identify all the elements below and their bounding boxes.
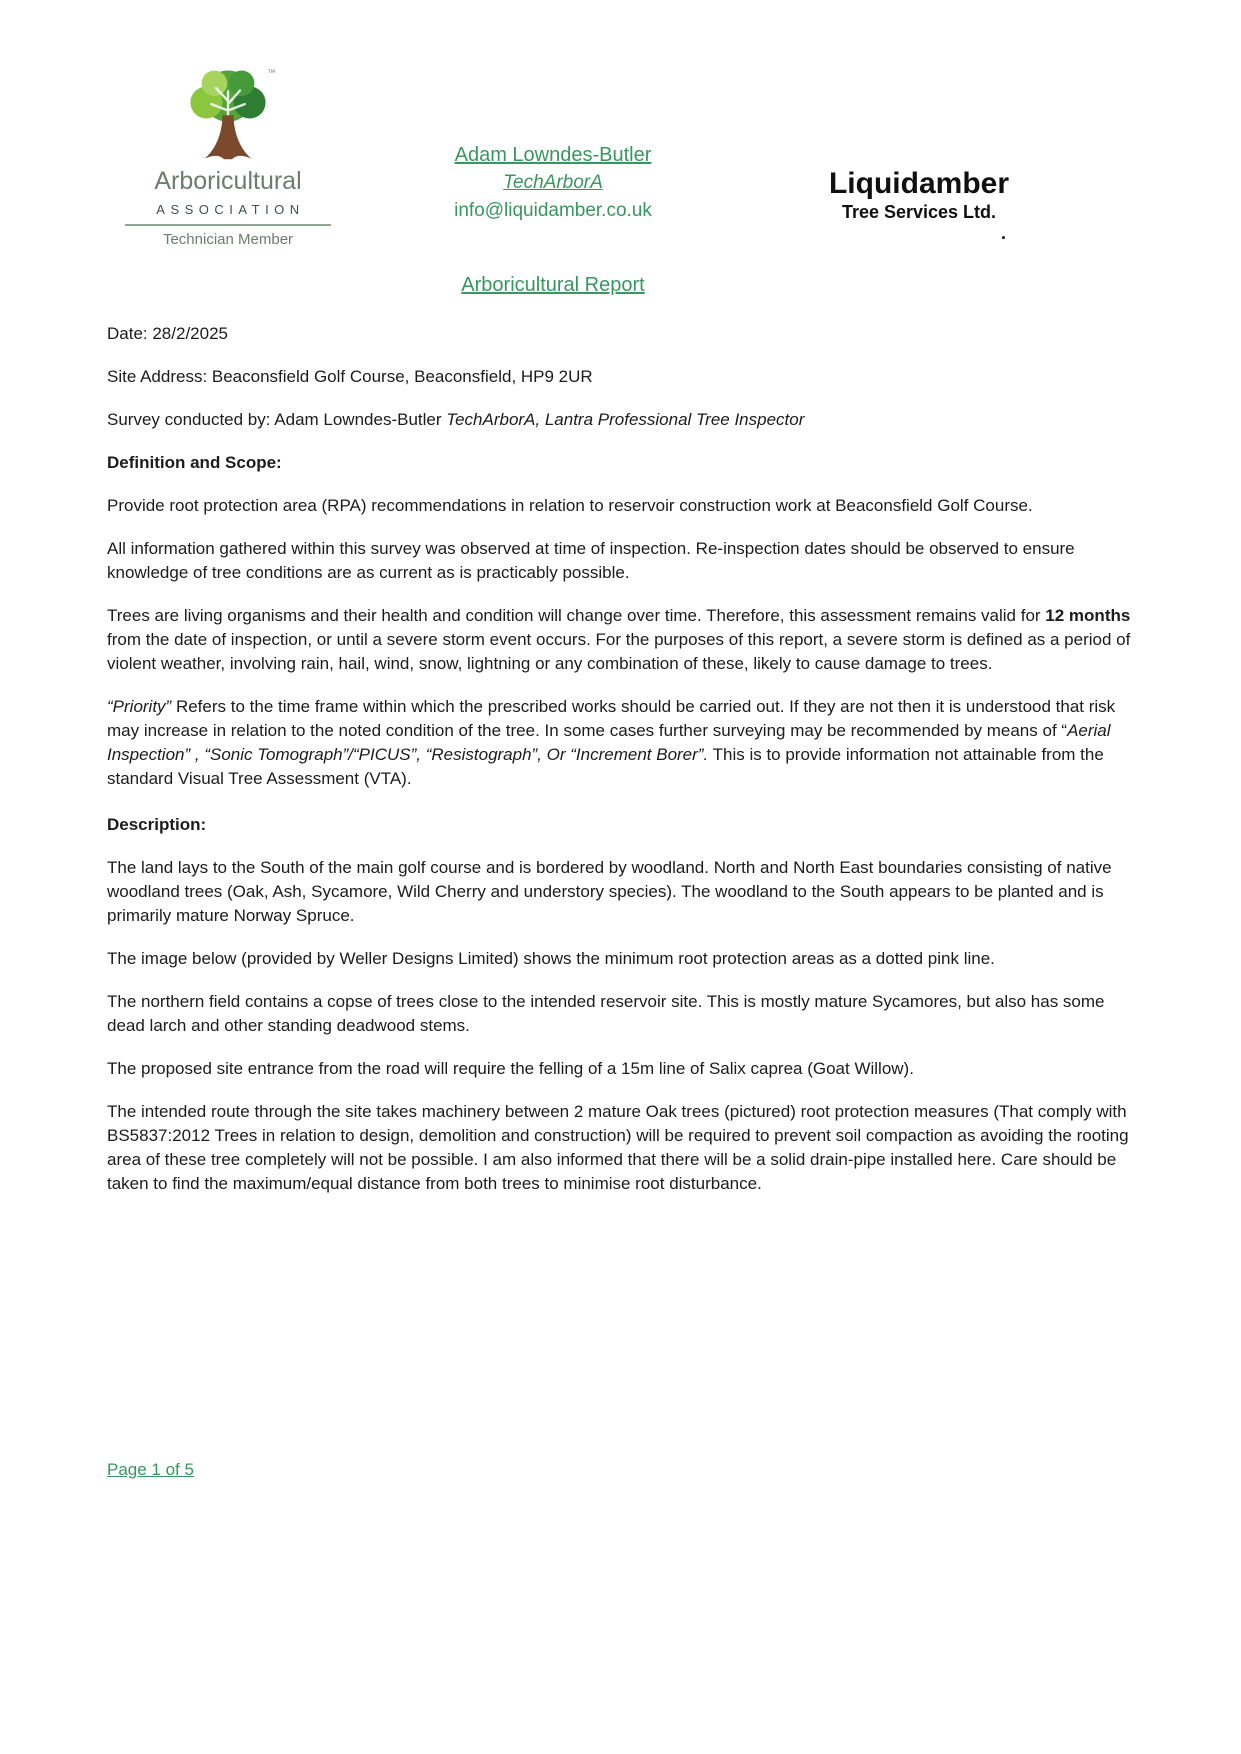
surveyor-name-link[interactable]: Adam Lowndes-Butler [454,144,652,166]
logo-divider [125,224,331,226]
heading-description [107,813,1131,837]
text-segment: The northern field contains a copse of trees close to the intended reservoir site. This is mostly mature Sycamores, but also has some dead larch and other standing deadwood stems. [107,992,1105,1035]
text-segment: Aerial Inspection” , “Sonic Tomograph”/“PICUS”, “Resistograph”, Or “Increment Borer”. [107,721,1111,764]
paragraph-intended-route [107,1100,1131,1196]
text-segment: Site Address: Beaconsfield Golf Course, Beaconsfield, HP9 2UR [107,367,593,386]
contact-email-link[interactable]: info@liquidamber.co.uk [454,200,652,221]
paragraph-priority-definition [107,695,1131,791]
text-segment: Definition and Scope: [107,453,282,472]
tree-icon [176,64,280,165]
text-segment: Provide root protection area (RPA) recommendations in relation to reservoir construction work at Beaconsfield Golf Course. [107,496,1033,515]
text-segment: This is to provide information not attainable from the standard Visual Tree Assessment (VTA). [107,745,1104,788]
paragraph-land-description [107,856,1131,928]
text-segment: All information gathered within this survey was observed at time of inspection. Re-inspection dates should be observed to ensure knowledge of tree conditions are as current as is practicably possible. [107,539,1075,582]
company-name: Liquidamber [828,167,1009,200]
text-segment: Description: [107,815,207,834]
report-body [107,322,1131,1215]
logo-name: Arboricultural [154,167,302,195]
text-segment: The intended route through the site takes machinery between 2 mature Oak trees (pictured) root protection measures (That comply with BS5837:2012 Trees in relation to design, demolition and construction) will be required to prevent soil compaction as avoiding the rooting area of these tree completely will not be possible. I am also informed that there will be a solid drain-pipe installed here. Care should be taken to find the maximum/equal distance from both trees to minimise root disturbance. [107,1102,1129,1193]
paragraph-assessment-validity [107,604,1131,676]
text-segment: The land lays to the South of the main golf course and is bordered by woodland. North and North East boundaries consisting of native woodland trees (Oak, Ash, Sycamore, Wild Cherry and understory species). The woodland to the South appears to be planted and is primarily mature Norway Spruce. [107,858,1112,925]
trademark-symbol: ™ [267,67,276,78]
paragraph-northern-field [107,990,1131,1038]
arboricultural-association-logo [116,64,340,248]
paragraph-scope [107,494,1131,518]
paragraph-site-entrance [107,1057,1131,1081]
text-segment: Trees are living organisms and their health and condition will change over time. Therefore, this assessment remains valid for [107,606,1046,625]
contact-block [353,141,753,225]
page-number-link[interactable]: Page 1 of 5 [107,1460,194,1479]
logo-association-caps: ASSOCIATION [156,202,305,217]
text-segment: TechArborA, Lantra Professional Tree Inspector [446,410,805,429]
text-segment: The image below (provided by Weller Designs Limited) shows the minimum root protection areas as a dotted pink line. [107,949,995,968]
paragraph-survey-conducted-by [107,408,1131,432]
paragraph-date [107,322,1131,346]
company-subtitle: Tree Services Ltd. [841,202,997,222]
tree-trunk [205,115,251,159]
text-segment: “Priority” [107,697,172,716]
paragraph-site-address [107,365,1131,389]
logo-membership-level: Technician Member [162,231,294,248]
text-segment: from the date of inspection, or until a severe storm event occurs. For the purposes of this report, a severe storm is defined as a period of violent weather, involving rain, hail, wind, snow, lightning or any combination of these, likely to cause damage to trees. [107,630,1131,673]
report-header [0,0,1241,322]
company-block [824,168,1014,243]
paragraph-image-below [107,947,1131,971]
text-segment: Survey conducted by: Adam Lowndes-Butler [107,410,447,429]
heading-definition-and-scope [107,451,1131,475]
text-segment: Refers to the time frame within which the prescribed works should be carried out. If they are not then it is understood that risk may increase in relation to the noted condition of the tree. In some cases further surveying may be recommended by means of “ [107,697,1116,740]
surveyor-credential-link[interactable]: TechArborA [503,172,603,193]
paragraph-inspection-validity [107,537,1131,585]
report-title[interactable]: Arboricultural Report [461,274,645,296]
text-segment: 12 months [1045,606,1131,625]
text-segment: The proposed site entrance from the road will require the felling of a 15m line of Salix caprea (Goat Willow). [107,1059,914,1078]
company-period: . [1000,223,1006,243]
text-segment: Date: 28/2/2025 [107,324,228,343]
